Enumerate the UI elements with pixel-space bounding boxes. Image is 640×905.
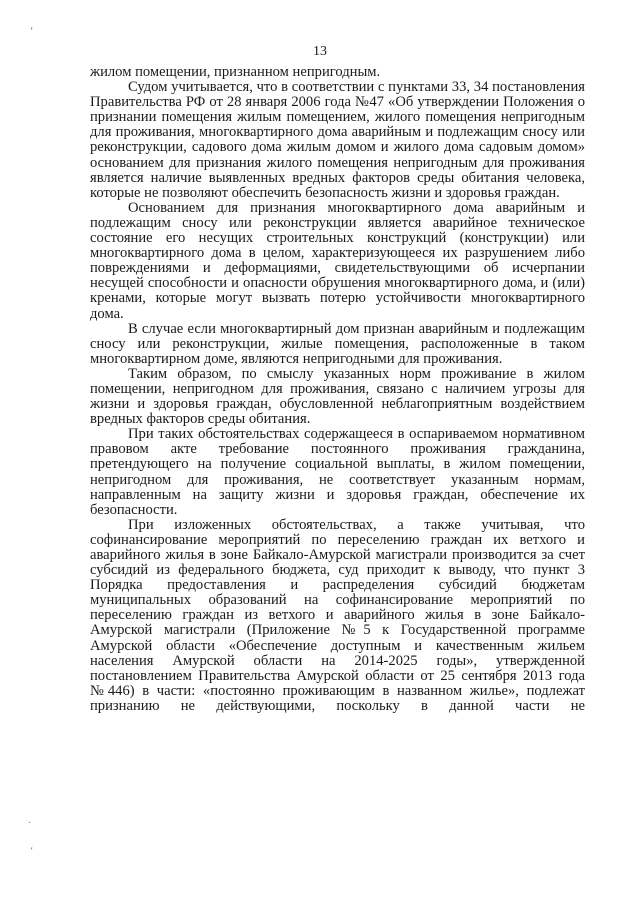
document-body bbox=[90, 65, 585, 714]
margin-mark-top: ʻ bbox=[30, 26, 34, 37]
paragraph-conclusion-threat: Таким образом, по смыслу указанных норм проживание в жилом помещении, непригодном для проживания, связано с наличием угрозы для жизни и здоровья граждан, обусловленной неблагоприятным воздействием вредных факторов среды обитания. bbox=[90, 365, 585, 428]
paragraph-circumstances: При таких обстоятельствах содержащееся в оспариваемом нормативном правовом акте требование постоянного проживания гражданина, претендующего на получение социальной выплаты, в жилом помещении, непригодном для проживания, не соответствует указанным нормам, направленным на защиту жизни и здоровья граждан, обеспечение их безопасности. bbox=[90, 426, 585, 518]
margin-mark-bottom: ʻ bbox=[30, 846, 34, 857]
margin-mark-middle: · bbox=[28, 818, 32, 829]
paragraph-criteria-building: Основанием для признания многоквартирного дома аварийным и подлежащим сносу или реконструкции является аварийное техническое состояние его несущих строительных конструкций (конструкции) или многоквартирного дома в целом, характеризующееся их разрушением либо повреждениями и деформациями, свидетельствующими об исчерпании несущей способности и опасности обрушения многоквартирного дома, и (или) кренами, которые могут вызвать потерю устойчивости многоквартирного дома. bbox=[90, 199, 585, 322]
paragraph-criteria-housing: Судом учитывается, что в соответствии с пунктами 33, 34 постановления Правительства РФ от 28 января 2006 года №47 «Об утверждении Положения о признании помещения жилым помещением, жилого помещения непригодным для проживания, многоквартирного дома аварийным и подлежащим сносу или реконструкции, садового дома жилым домом и жилого дома садовым домом» основанием для признания жилого помещения непригодным для проживания является наличие выявленных вредных факторов среды обитания человека, которые не позволяют обеспечить безопасность жизни и здоровья граждан. bbox=[90, 79, 585, 201]
paragraph-court-finding: При изложенных обстоятельствах, а также учитывая, что софинансирование мероприятий по переселению граждан их ветхого и аварийного жилья в зоне Байкало-Амурской магистрали производится за счет субсидий из федерального бюджета, суд приходит к выводу, что пункт 3 Порядка предоставления и распределения субсидий бюджетам муниципальных образований на софинансирование мероприятий по переселению граждан из ветхого и аварийного жилья в зоне Байкало-Амурской магистрали (Приложение №5 к Государственной программе Амурской области «Обеспечение доступным и качественным жильем населения Амурской области на 2014-2025 годы», утвержденной постановлением Правительства Амурской области от 25 сентября 2013 года №446) в части: «постоянно проживающим в названном жилье», подлежат признанию не действующими, поскольку в данной части не bbox=[90, 516, 585, 714]
page-number: 13 bbox=[313, 44, 327, 59]
paragraph-emergency-building: В случае если многоквартирный дом признан аварийным и подлежащим сносу или реконструкции, жилые помещения, расположенные в таком многоквартирном доме, являются непригодными для проживания. bbox=[90, 320, 585, 367]
paragraph-continuation: жилом помещении, признанном непригодным. bbox=[90, 64, 381, 80]
